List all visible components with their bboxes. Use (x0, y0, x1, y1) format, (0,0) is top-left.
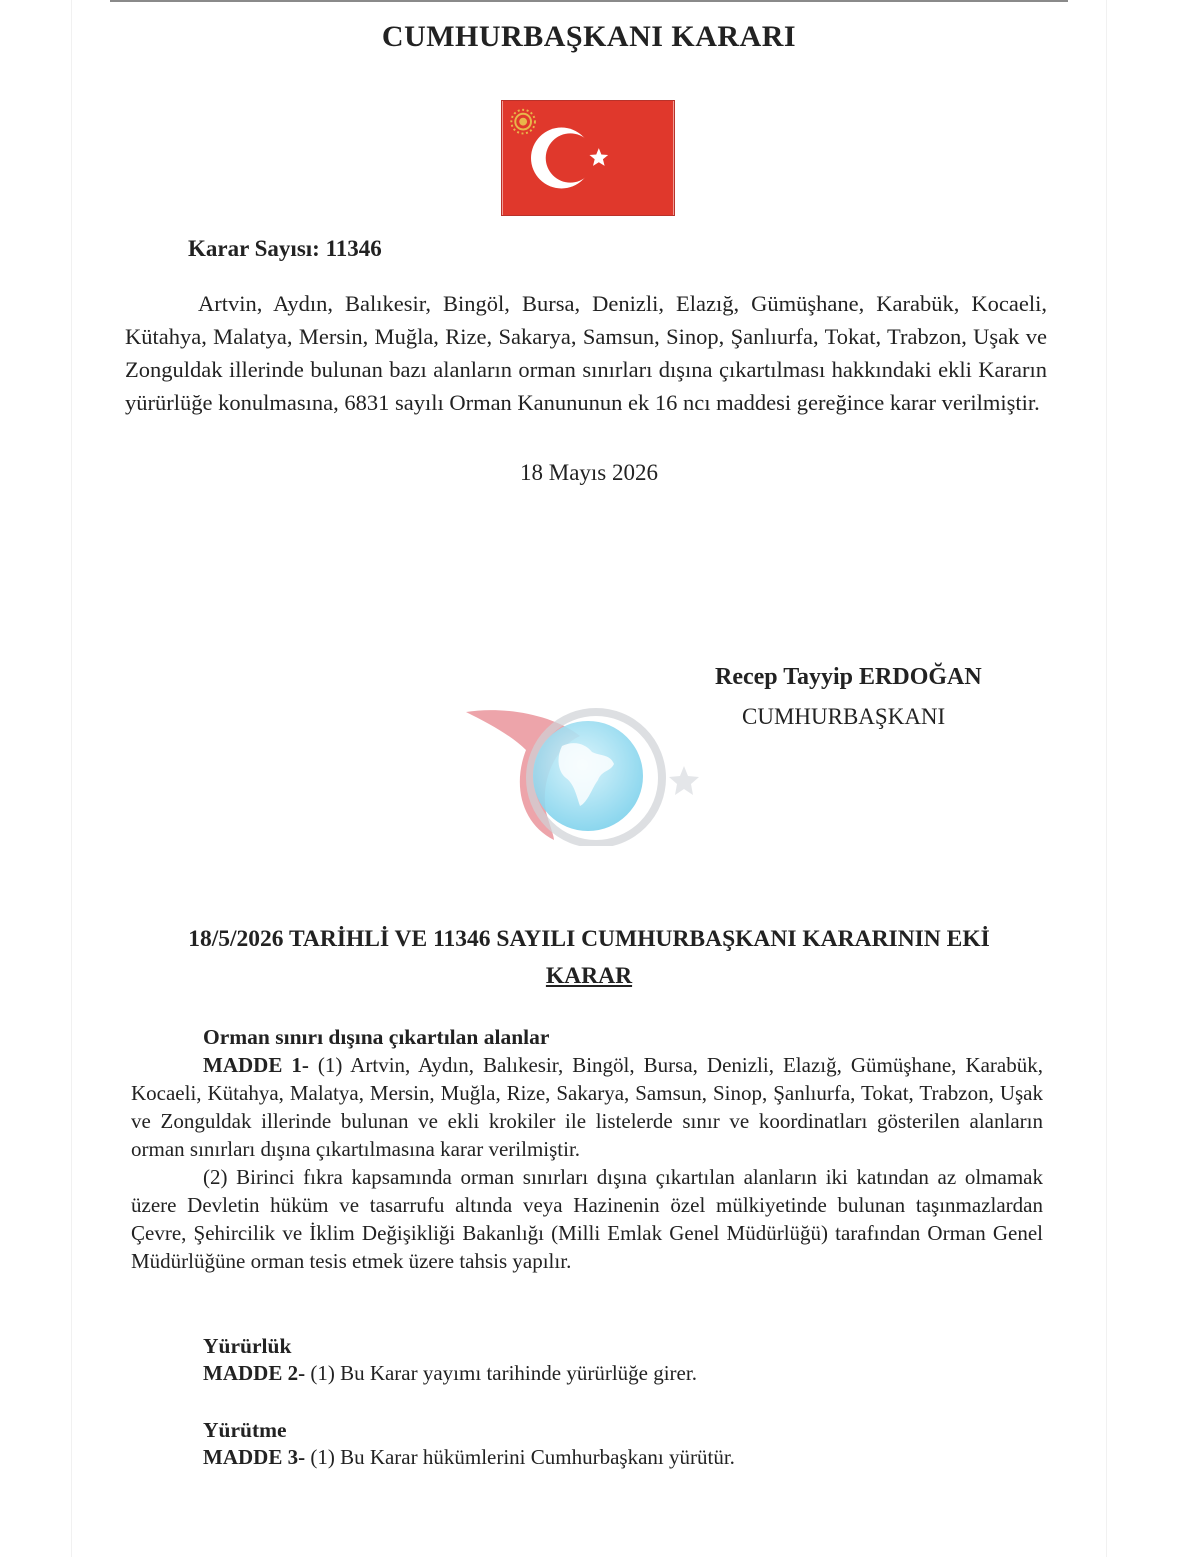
decision-date: 18 Mayıs 2026 (520, 460, 658, 485)
globe-watermark-icon (462, 706, 708, 846)
article1-paragraph1 (131, 1051, 1043, 1163)
article3-text: (1) Bu Karar hükümlerini Cumhurbaşkanı yürütür. (305, 1445, 735, 1469)
presidential-sun-emblem-icon (511, 110, 535, 134)
annex-subtitle: KARAR (545, 963, 633, 989)
article1-block (131, 1051, 1043, 1275)
section1-heading: Orman sınırı dışına çıkartılan alanlar (203, 1025, 550, 1049)
section3-heading: Yürütme (203, 1418, 287, 1442)
article3-line (203, 1445, 735, 1470)
decision-number: Karar Sayısı: 11346 (188, 236, 382, 261)
watermark-star (669, 766, 699, 795)
article2-line (203, 1361, 697, 1386)
article1-label: MADDE 1- (203, 1053, 309, 1077)
turkish-flag-icon (501, 100, 675, 216)
document-title: CUMHURBAŞKANI KARARI (381, 20, 797, 53)
signatory-title: CUMHURBAŞKANI (742, 704, 946, 729)
flag-crescent-inner (546, 133, 595, 182)
article2-label: MADDE 2- (203, 1361, 306, 1385)
top-rule (110, 0, 1068, 2)
article1-text1: (1) Artvin, Aydın, Balıkesir, Bingöl, Bursa, Denizli, Elazığ, Gümüşhane, Karabük, Kocaeli, Kütahya, Malatya, Mersin, Muğla, Rize, Sakarya, Samsun, Sinop, Şanlıurfa, Tokat, Trabzon, Uşak ve Zonguldak illerinde bulunan ve ekli krokiler ile listelerde sınır ve koordinatları gösterilen alanların orman sınırları dışına çıkartılmasına karar verilmiştir. (131, 1053, 1043, 1161)
section2-heading: Yürürlük (203, 1334, 292, 1358)
article3-label: MADDE 3- (203, 1445, 306, 1469)
article2-text: (1) Bu Karar yayımı tarihinde yürürlüğe girer. (305, 1361, 697, 1385)
signatory-name: Recep Tayyip ERDOĞAN (715, 664, 982, 690)
intro-paragraph: Artvin, Aydın, Balıkesir, Bingöl, Bursa, Denizli, Elazığ, Gümüşhane, Karabük, Kocaeli, Kütahya, Malatya, Mersin, Muğla, Rize, Sakarya, Samsun, Sinop, Şanlıurfa, Tokat, Trabzon, Uşak ve Zonguldak illerinde bulunan bazı alanların orman sınırları dışına çıkartılması hakkındaki ekli Kararın yürürlüğe konulmasına, 6831 sayılı Orman Kanununun ek 16 ncı maddesi gereğince karar verilmiştir. (125, 291, 1047, 415)
article1-paragraph2: (2) Birinci fıkra kapsamında orman sınırları dışına çıkartılan alanların iki katından az olmamak üzere Devletin hüküm ve tasarrufu altında veya Hazinenin özel mülkiyetinde bulunan taşınmazlardan Çevre, Şehircilik ve İklim Değişikliği Bakanlığı (Milli Emlak Genel Müdürlüğü) tarafından Orman Genel Müdürlüğüne orman tesis etmek üzere tahsis yapılır. (131, 1165, 1043, 1273)
annex-title: 18/5/2026 TARİHLİ VE 11346 SAYILI CUMHURBAŞKANI KARARININ EKİ (188, 926, 990, 952)
